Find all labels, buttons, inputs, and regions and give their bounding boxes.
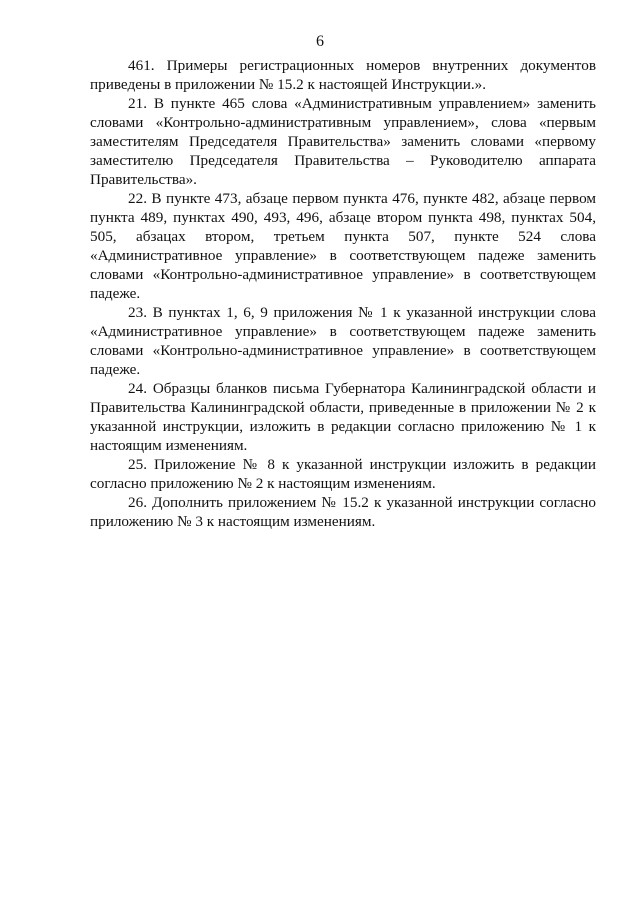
page-number: 6 [316,33,324,50]
document-body [90,56,596,531]
paragraph-25: 25. Приложение № 8 к указанной инструкции изложить в редакции согласно приложению № 2 к настоящим изменениям. [90,456,596,492]
paragraph-26: 26. Дополнить приложением № 15.2 к указанной инструкции согласно приложению № 3 к настоящим изменениям. [90,494,596,530]
paragraph-461: 461. Примеры регистрационных номеров внутренних документов приведены в приложении № 15.2 к настоящей Инструкции.». [90,57,596,93]
paragraph-23: 23. В пунктах 1, 6, 9 приложения № 1 к указанной инструкции слова «Административное управление» в соответствующем падеже заменить словами «Контрольно-административное управление» в соответствующем падеже. [90,304,596,378]
paragraph-24: 24. Образцы бланков письма Губернатора Калининградской области и Правительства Калининградской области, приведенные в приложении № 2 к указанной инструкции, изложить в редакции согласно приложению № 1 к настоящим изменениям. [90,380,596,454]
paragraph-21: 21. В пункте 465 слова «Административным управлением» заменить словами «Контрольно-административным управлением», слова «первым заместителям Председателя Правительства» заменить словами «первому заместителю Председателя Правительства – Руководителю аппарата Правительства». [90,95,596,188]
paragraph-22: 22. В пункте 473, абзаце первом пункта 476, пункте 482, абзаце первом пункта 489, пунктах 490, 493, 496, абзаце втором пункта 498, пунктах 504, 505, абзацах втором, третьем пункта 507, пункте 524 слова «Административное управление» в соответствующем падеже заменить словами «Контрольно-административное управление» в соответствующем падеже. [90,190,596,302]
